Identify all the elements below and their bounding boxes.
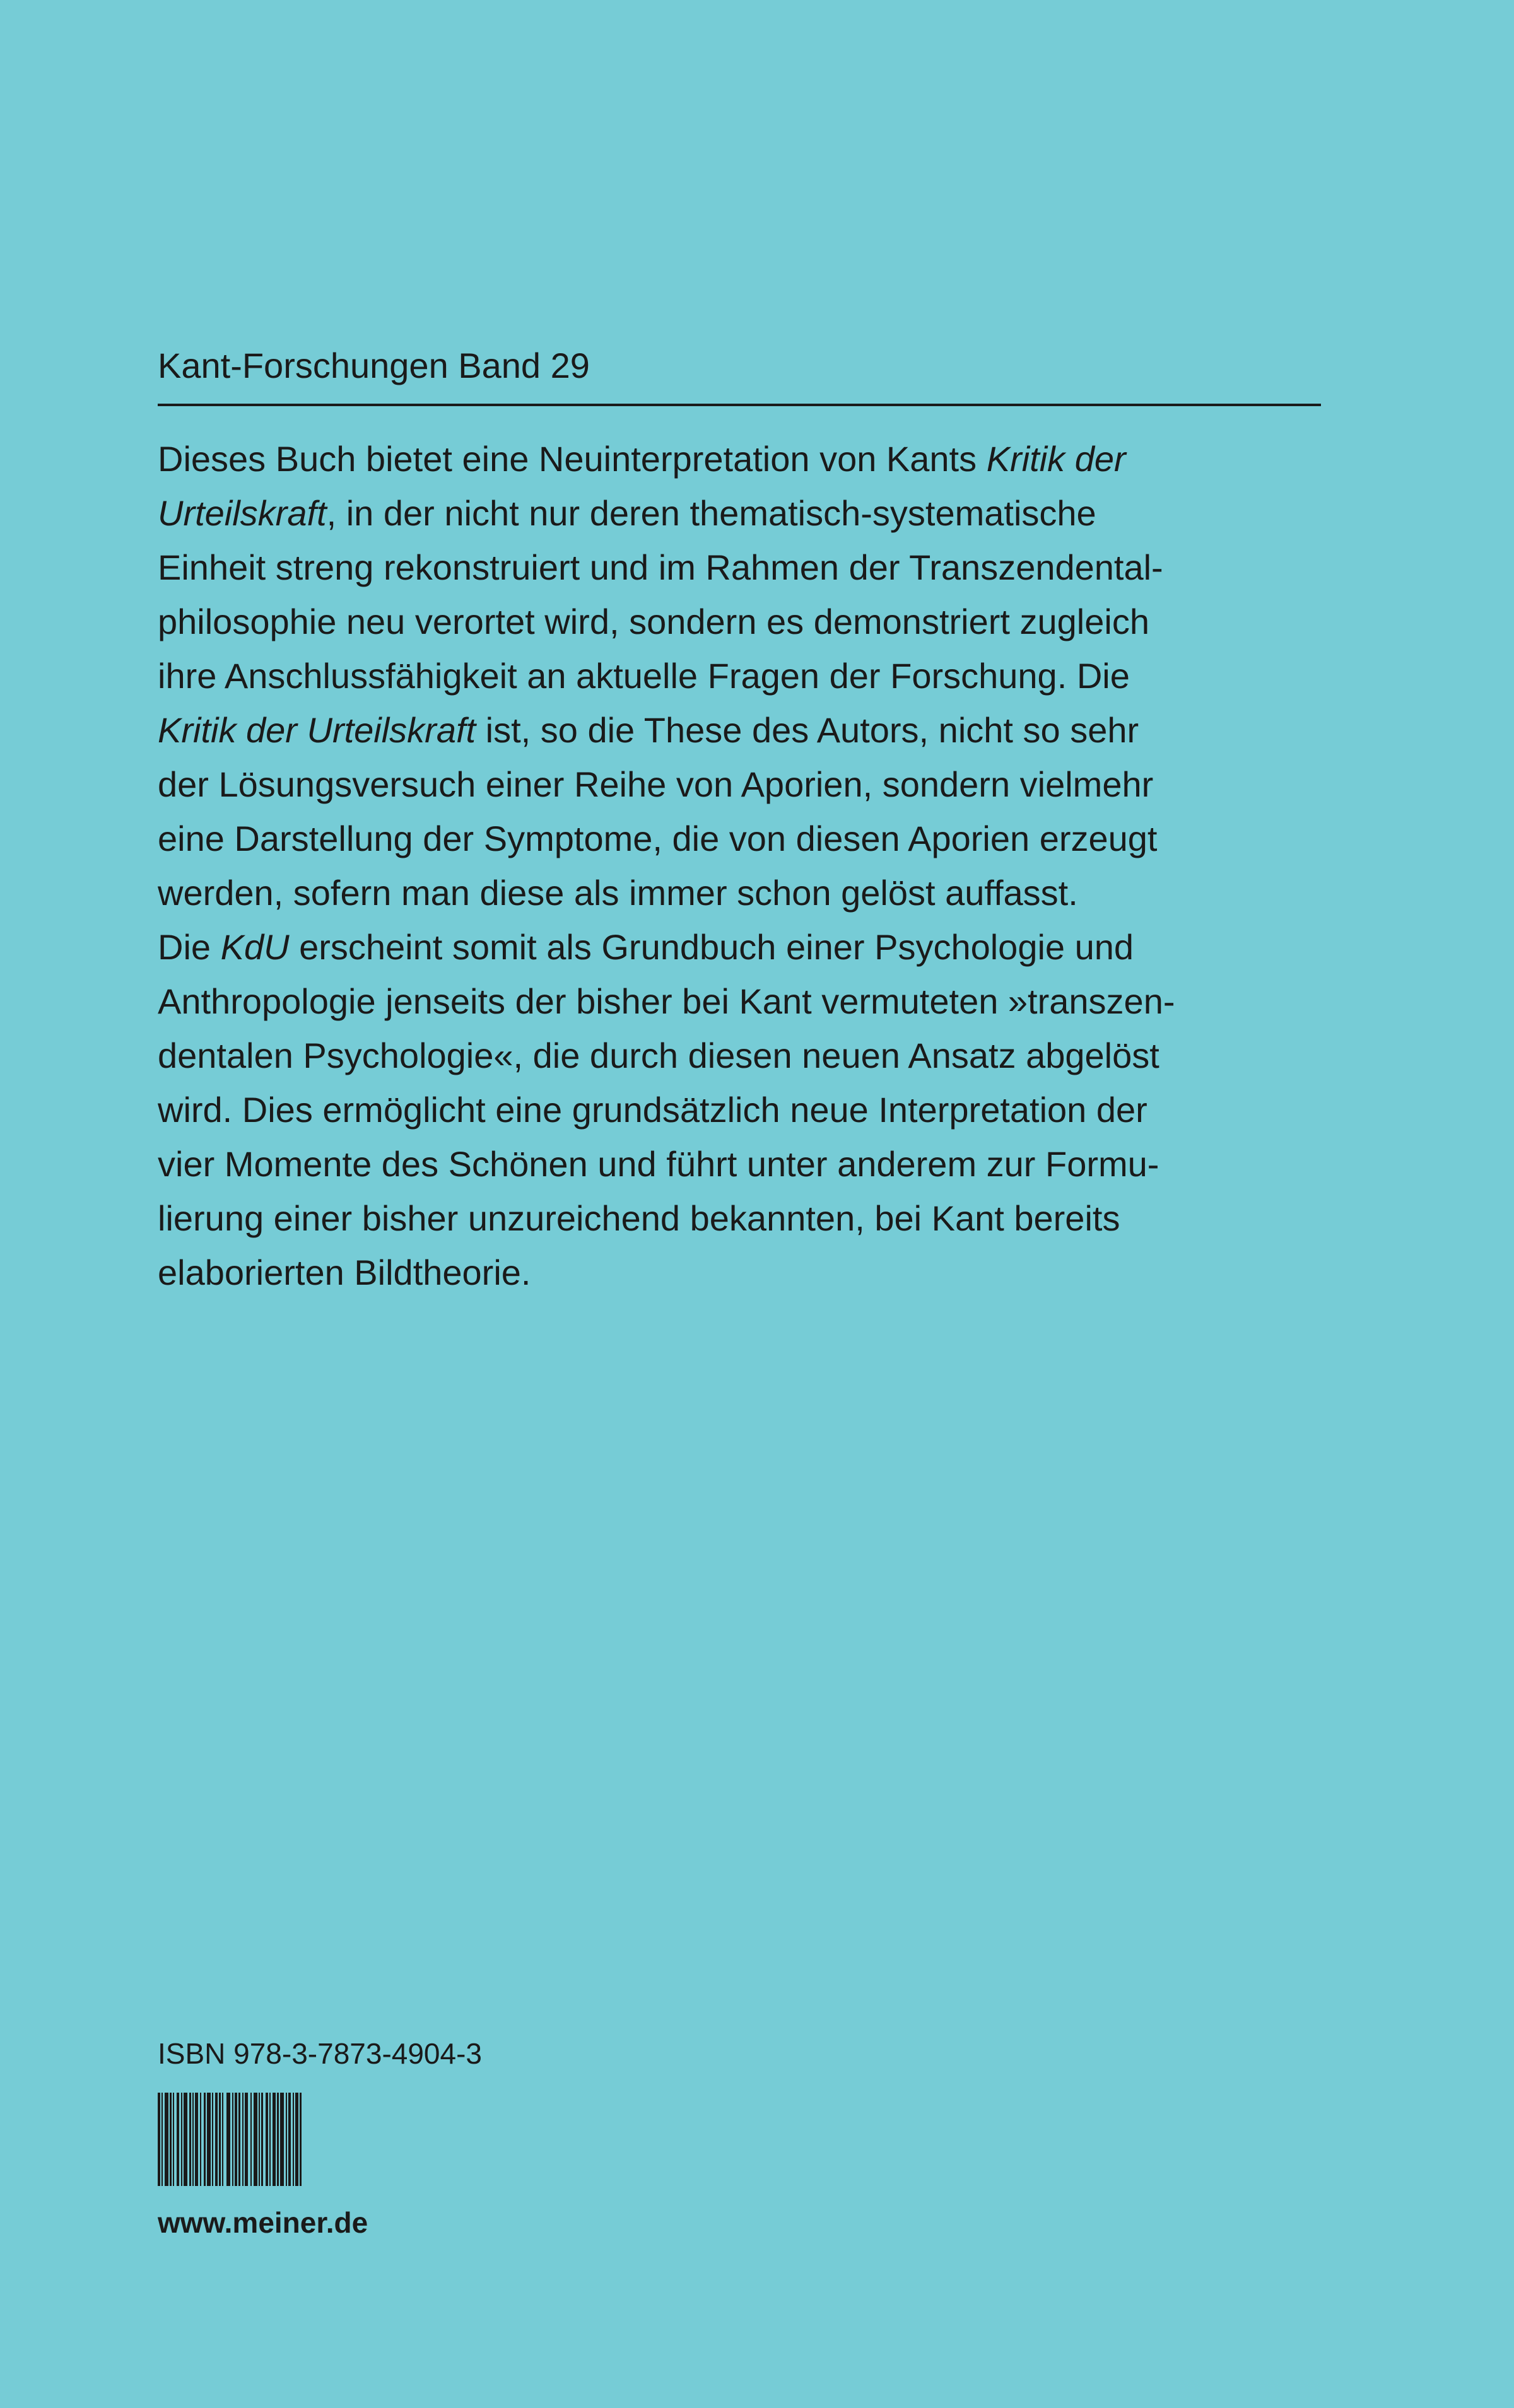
blurb-line <box>158 1137 1331 1191</box>
blurb-text-segment: philosophie neu verortet wird, sondern es demonstriert zugleich <box>158 602 1149 641</box>
divider-rule <box>158 404 1321 406</box>
blurb-line <box>158 595 1331 649</box>
blurb-line <box>158 541 1331 595</box>
blurb-text-segment: Anthropologie jenseits der bisher bei Kant vermuteten »transzen- <box>158 981 1175 1021</box>
blurb-text-segment: Dieses Buch bietet eine Neuinterpretation von Kants <box>158 439 987 479</box>
blurb-text-segment: dentalen Psychologie«, die durch diesen neuen Ansatz abgelöst <box>158 1036 1159 1075</box>
blurb-line <box>158 1191 1331 1246</box>
blurb-line <box>158 1083 1331 1137</box>
blurb-text-segment: werden, sofern man diese als immer schon gelöst auffasst. <box>158 873 1078 913</box>
blurb-line <box>158 974 1331 1029</box>
blurb-text-segment: vier Momente des Schönen und führt unter anderem zur Formu- <box>158 1144 1159 1184</box>
publisher-website: www.meiner.de <box>158 2206 368 2239</box>
blurb-text-segment: der Lösungsversuch einer Reihe von Aporien, sondern vielmehr <box>158 764 1154 804</box>
blurb-text-segment: eine Darstellung der Symptome, die von diesen Aporien erzeugt <box>158 819 1158 858</box>
blurb-text-segment: elaborierten Bildtheorie. <box>158 1253 531 1292</box>
blurb-text-segment: ihre Anschlussfähigkeit an aktuelle Fragen der Forschung. Die <box>158 656 1130 696</box>
blurb-line <box>158 757 1331 812</box>
blurb-italic-segment: Urteilskraft <box>158 493 327 533</box>
blurb-line <box>158 866 1331 920</box>
series-title: Kant-Forschungen Band 29 <box>158 346 590 385</box>
blurb-text-segment: lierung einer bisher unzureichend bekannten, bei Kant bereits <box>158 1198 1120 1238</box>
blurb-line <box>158 1029 1331 1083</box>
blurb-line <box>158 432 1331 486</box>
blurb-text-segment: , in der nicht nur deren thematisch-systematische <box>326 493 1096 533</box>
blurb-italic-segment: Kritik der <box>986 439 1126 479</box>
blurb-line <box>158 920 1331 974</box>
blurb-text-segment: wird. Dies ermöglicht eine grundsätzlich neue Interpretation der <box>158 1090 1147 1130</box>
blurb-text <box>158 432 1331 1300</box>
blurb-italic-segment: KdU <box>220 927 290 967</box>
blurb-text-segment: Die <box>158 927 221 967</box>
blurb-text-segment: erscheint somit als Grundbuch einer Psychologie und <box>289 927 1134 967</box>
isbn-label: ISBN 978-3-7873-4904-3 <box>158 2037 482 2070</box>
blurb-line <box>158 486 1331 541</box>
blurb-italic-segment: Kritik der Urteilskraft <box>158 710 476 750</box>
blurb-line <box>158 1246 1331 1300</box>
barcode-icon <box>158 2093 476 2186</box>
blurb-line <box>158 649 1331 703</box>
blurb-line <box>158 703 1331 757</box>
blurb-line <box>158 812 1331 866</box>
blurb-text-segment: Einheit streng rekonstruiert und im Rahmen der Transzendental- <box>158 547 1163 587</box>
blurb-text-segment: ist, so die These des Autors, nicht so sehr <box>476 710 1139 750</box>
